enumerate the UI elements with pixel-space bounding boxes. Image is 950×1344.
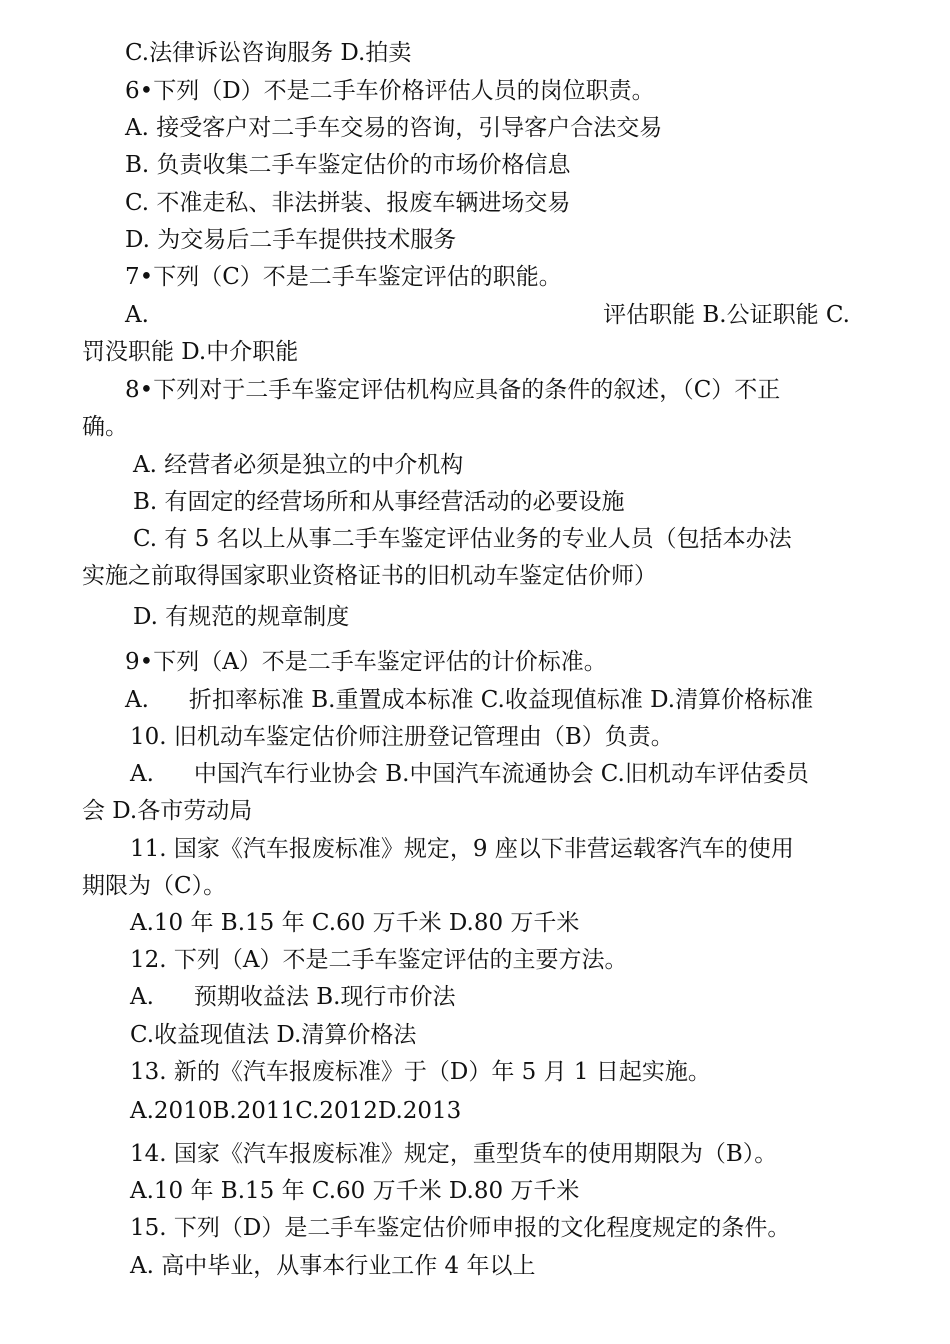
question-11: 11. 国家《汽车报废标准》规定，9 座以下非营运载客汽车的使用	[130, 836, 794, 862]
options-continuation: 会 D.各市劳动局	[82, 798, 253, 824]
text-line: C.法律诉讼咨询服务 D.拍卖	[125, 40, 412, 66]
question-12: 12. 下列（A）不是二手车鉴定评估的主要方法。	[130, 947, 628, 973]
option-a: A. 接受客户对二手车交易的咨询，引导客户合法交易	[125, 115, 663, 141]
question-15: 15. 下列（D）是二手车鉴定估价师申报的文化程度规定的条件。	[130, 1215, 791, 1241]
options-line	[130, 982, 920, 1012]
option-d: D. 有规范的规章制度	[133, 604, 350, 630]
option-label: A.	[125, 687, 149, 713]
option-label: A.	[125, 302, 149, 328]
question-10: 10. 旧机动车鉴定估价师注册登记管理由（B）负责。	[130, 724, 674, 750]
option-c: C. 有 5 名以上从事二手车鉴定评估业务的专业人员（包括本办法	[133, 526, 792, 552]
option-b: B. 有固定的经营场所和从事经营活动的必要设施	[133, 489, 625, 515]
options-line: A.10 年 B.15 年 C.60 万千米 D.80 万千米	[130, 910, 580, 936]
question-14: 14. 国家《汽车报废标准》规定，重型货车的使用期限为（B）。	[130, 1141, 778, 1167]
options-text: 折扣率标准 B.重置成本标准 C.收益现值标准 D.清算价格标准	[188, 687, 814, 713]
option-c-continuation: 实施之前取得国家职业资格证书的旧机动车鉴定估价师）	[82, 563, 657, 589]
options-line	[125, 300, 850, 330]
options-text: 评估职能 B.公证职能 C.	[603, 302, 850, 328]
option-a: A. 经营者必须是独立的中介机构	[133, 452, 464, 478]
options-line: A.2010B.2011C.2012D.2013	[130, 1098, 462, 1124]
question-13: 13. 新的《汽车报废标准》于（D）年 5 月 1 日起实施。	[130, 1059, 711, 1085]
question-7: 7•下列（C）不是二手车鉴定评估的职能。	[125, 264, 562, 290]
options-line: A.10 年 B.15 年 C.60 万千米 D.80 万千米	[130, 1178, 580, 1204]
question-8-continuation: 确。	[82, 414, 128, 440]
options-line: C.收益现值法 D.清算价格法	[130, 1022, 417, 1048]
options-line	[125, 685, 915, 715]
options-line	[130, 759, 920, 789]
options-text: 预期收益法 B.现行市价法	[193, 984, 456, 1010]
option-c: C. 不准走私、非法拼装、报废车辆进场交易	[125, 190, 571, 216]
option-a: A. 高中毕业，从事本行业工作 4 年以上	[130, 1253, 536, 1279]
option-label: A.	[130, 761, 154, 787]
option-b: B. 负责收集二手车鉴定估价的市场价格信息	[125, 152, 571, 178]
option-label: A.	[130, 984, 154, 1010]
question-11-continuation: 期限为（C）。	[82, 873, 227, 899]
options-continuation: 罚没职能 D.中介职能	[82, 339, 299, 365]
option-d: D. 为交易后二手车提供技术服务	[125, 227, 457, 253]
options-text: 中国汽车行业协会 B.中国汽车流通协会 C.旧机动车评估委员	[193, 761, 809, 787]
question-9: 9•下列（A）不是二手车鉴定评估的计价标准。	[125, 649, 607, 675]
question-6: 6•下列（D）不是二手车价格评估人员的岗位职责。	[125, 78, 655, 104]
question-8: 8•下列对于二手车鉴定评估机构应具备的条件的叙述，（C）不正	[125, 377, 781, 403]
